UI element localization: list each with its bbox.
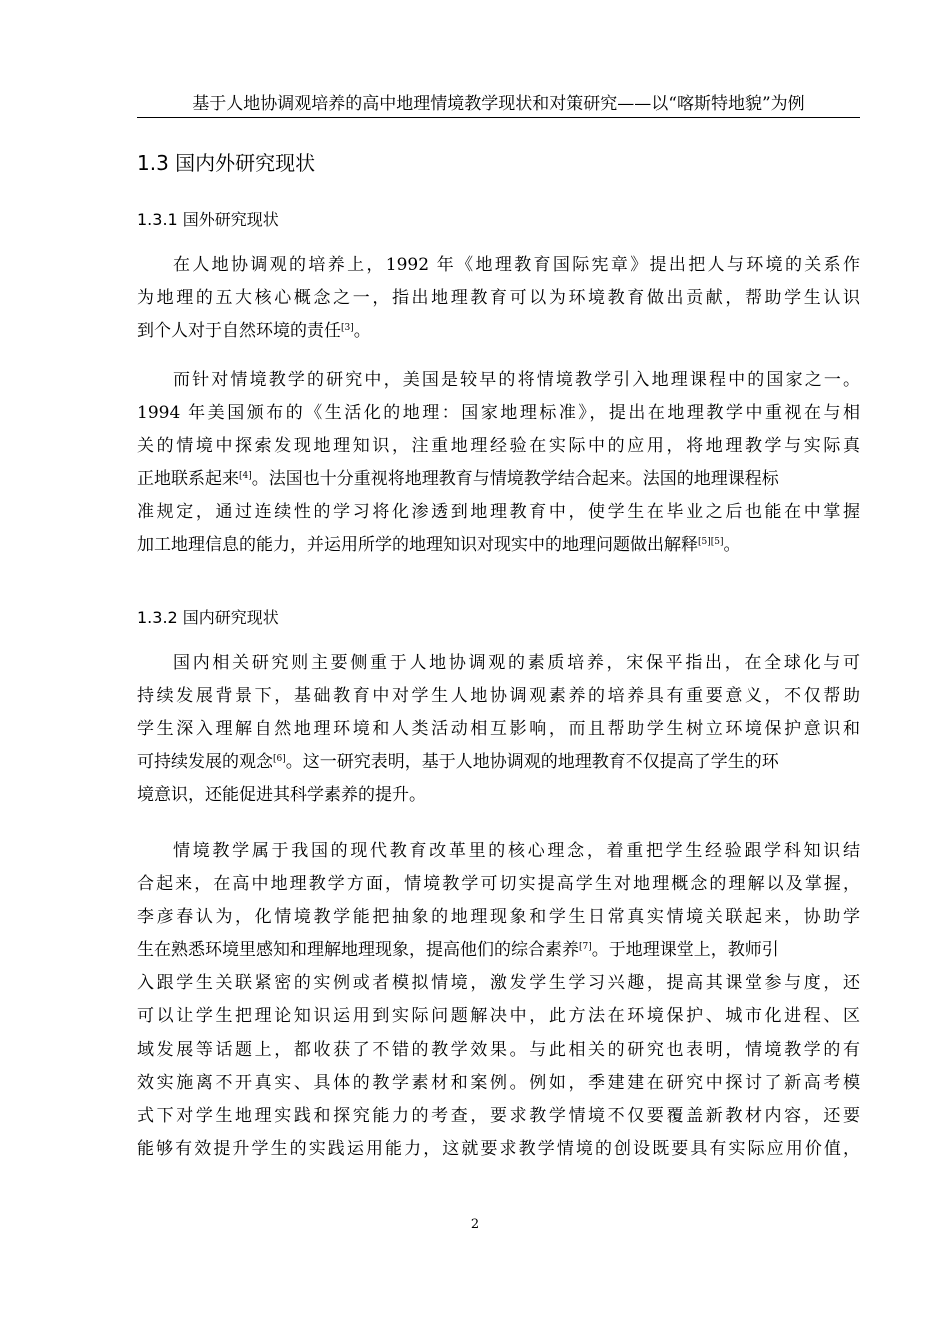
section-heading: 1.3 国内外研究现状 (137, 151, 316, 175)
citation-ref: [7] (579, 942, 592, 953)
paragraph-line: 式下对学生地理实践和探究能力的考查，要求教学情境不仅要覆盖新教材内容，还要 (137, 1105, 860, 1126)
paragraph-foreign-2 (137, 364, 860, 563)
paragraph-line: 李彦春认为，化情境教学能把抽象的地理现象和学生日常真实情境关联起来，协助学 (137, 907, 860, 928)
header-rule (137, 117, 860, 118)
line-text: 正地联系起来 (137, 469, 239, 490)
paragraph-line: 关的情境中探索发现地理知识，注重地理经验在实际中的应用，将地理教学与实际真 (137, 436, 860, 457)
line-text: 。法国也十分重视将地理教育与情境教学结合起来。法国的地理课程标 (251, 469, 779, 490)
line-text: 。 (723, 535, 741, 556)
running-header: 基于人地协调观培养的高中地理情境教学现状和对策研究——以“喀斯特地貌”为例 (192, 94, 805, 114)
paragraph-line: 合起来，在高中地理教学方面，情境教学可切实提高学生对地理概念的理解以及掌握， (137, 874, 860, 895)
paragraph-line: 效实施离不开真实、具体的教学素材和案例。例如，季建建在研究中探讨了新高考模 (137, 1072, 860, 1093)
paragraph-line: 为地理的五大核心概念之一，指出地理教育可以为环境教育做出贡献，帮助学生认识 (137, 288, 860, 309)
paragraph-foreign-1 (137, 249, 860, 348)
line-text: 。于地理课堂上，教师引 (591, 940, 779, 961)
subsection-heading-domestic: 1.3.2 国内研究现状 (137, 608, 279, 627)
paragraph-line (137, 315, 860, 348)
paragraph-line: 在人地协调观的培养上，1992 年《地理教育国际宪章》提出把人与环境的关系作 (173, 255, 860, 275)
paragraph-line (137, 529, 860, 562)
line-text: 。 (353, 321, 371, 342)
paragraph-line: 可以让学生把理论知识运用到实际问题解决中，此方法在环境保护、城市化进程、区 (137, 1006, 860, 1027)
line-text: 到个人对于自然环境的责任 (137, 321, 341, 342)
paragraph-line: 域发展等话题上，都收获了不错的教学效果。与此相关的研究也表明，情境教学的有 (137, 1039, 860, 1060)
paragraph-domestic-2 (137, 835, 860, 1166)
citation-ref: [3] (341, 323, 354, 334)
paragraph-line: 学生深入理解自然地理环境和人类活动相互影响，而且帮助学生树立环境保护意识和 (137, 719, 860, 740)
paragraph-line: 1994 年美国颁布的《生活化的地理：国家地理标准》，提出在地理教学中重视在与相 (137, 403, 860, 424)
paragraph-line: 持续发展背景下，基础教育中对学生人地协调观素养的培养具有重要意义，不仅帮助 (137, 686, 860, 707)
line-text: 生在熟悉环境里感知和理解地理现象，提高他们的综合素养 (137, 940, 579, 961)
page-number: 2 (470, 1217, 480, 1232)
paragraph-line: 入跟学生关联紧密的实例或者模拟情境，激发学生学习兴趣，提高其课堂参与度，还 (137, 973, 860, 994)
paragraph-domestic-1 (137, 647, 860, 812)
subsection-heading-foreign: 1.3.1 国外研究现状 (137, 210, 279, 229)
line-text: 可持续发展的观念 (137, 752, 273, 773)
paragraph-line: 境意识，还能促进其科学素养的提升。 (137, 785, 426, 806)
citation-ref: [4] (239, 471, 252, 482)
paragraph-line (137, 746, 860, 779)
paragraph-line: 情境教学属于我国的现代教育改革里的核心理念，着重把学生经验跟学科知识结 (173, 841, 860, 861)
paragraph-line: 能够有效提升学生的实践运用能力，这就要求教学情境的创设既要具有实际应用价值， (137, 1138, 860, 1159)
line-text: 。这一研究表明，基于人地协调观的地理教育不仅提高了学生的环 (285, 752, 779, 773)
paragraph-line: 国内相关研究则主要侧重于人地协调观的素质培养，宋保平指出，在全球化与可 (173, 653, 860, 673)
citation-ref: [6] (273, 754, 286, 765)
citation-ref: [5][5] (698, 537, 724, 548)
paragraph-line (137, 463, 860, 496)
line-text: 加工地理信息的能力，并运用所学的地理知识对现实中的地理问题做出解释 (137, 535, 698, 556)
paragraph-line (137, 934, 860, 967)
paragraph-line: 而针对情境教学的研究中，美国是较早的将情境教学引入地理课程中的国家之一。 (173, 370, 860, 390)
paragraph-line: 准规定，通过连续性的学习将化渗透到地理教育中，使学生在毕业之后也能在中掌握 (137, 502, 860, 523)
